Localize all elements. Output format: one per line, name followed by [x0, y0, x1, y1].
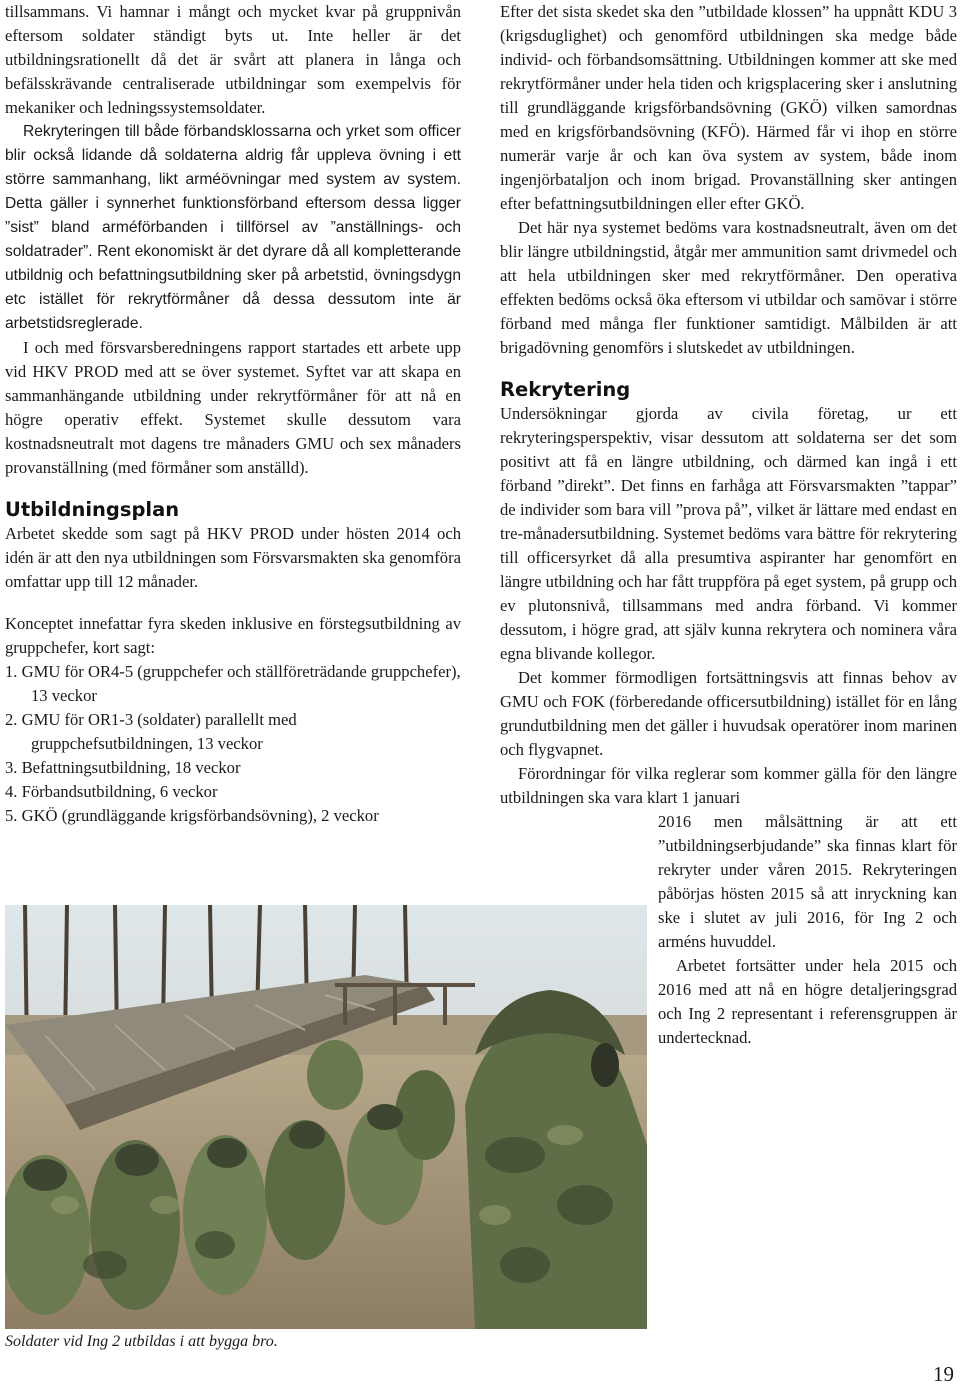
- body-paragraph: 2016 men målsättning är att ett ”utbildningserbjudande” ska finnas klart för rekryter under våren 2015. Rekryteringen påbörjas hösten 2015 så att inryckning kan ske i slutet av juli 2016, för Ing 2 och arméns huvuddel.: [658, 812, 957, 951]
- left-column: [5, 0, 461, 828]
- body-paragraph: Efter det sista skedet ska den ”utbildade klossen” ha uppnått KDU 3 (krigsduglighet) och genomförd utbildningen ska medge både individ- och förbandsomsättning. Utbildningen kommer att ske med rekrytförmåner under hela tiden och krigsplacering sker i anslutning till grundläggande krigsförbandsövning (GKÖ) vilken samordnas med en krigsförbandsövning (KFÖ). Härmed får vi ihop en större numerär varje år och kan öva system av system, både inom ingenjörbataljon och inom brigad. Provanställning sker antingen efter befattningsutbildningen eller efter GKÖ.: [500, 2, 957, 213]
- right-column: [500, 0, 957, 1050]
- photo-caption: Soldater vid Ing 2 utbildas i att bygga bro.: [5, 1333, 278, 1350]
- page-number: 19: [933, 1362, 954, 1386]
- body-paragraph: Det här nya systemet bedöms vara kostnadsneutralt, även om det blir längre utbildningstid, åtgår mer ammunition samt drivmedel och att hela utbildningen sker med rekrytförmåner. Den operativa effekten bedöms också öka eftersom vi utbildar och samövar i större förband med många fler funktioner samtidigt. Målbilden är att brigadövning genomförs i slutskedet av utbildningen.: [500, 218, 957, 357]
- list-item: 1. GMU för OR4-5 (gruppchefer och ställföreträdande gruppchefer), 13 veckor: [5, 662, 461, 705]
- section-heading-utbildningsplan: Utbildningsplan: [5, 498, 180, 521]
- body-paragraph: Undersökningar gjorda av civila företag, ur ett rekryteringsperspektiv, visar dessutom att soldaterna ser det som positivt att få en längre utbildning, och därmed kan ingå i ett förband ”direkt”. Det finns en farhåga att Försvarsmakten ”tappar” de individer som bara vill ”prova på”, vilket är lättare med endast en tre-månadersutbildning. Systemet bedöms vara bättre för rekrytering till officersyrket då alla presumtiva aspiranter har genomfört en längre utbildning och har fått truppföra på eget system, på grupp och ev plutonsnivå, tillsammans med andra förband. Vi kommer dessutom, i högre grad, att själv kunna rekrytera och nominera våra egna blivande kollegor.: [500, 404, 957, 663]
- section-heading-rekrytering: Rekrytering: [500, 378, 631, 401]
- body-paragraph: Konceptet innefattar fyra skeden inklusive en förstegsutbildning av gruppchefer, kort sagt:: [5, 614, 461, 657]
- body-paragraph: Arbetet skedde som sagt på HKV PROD under hösten 2014 och idén är att den nya utbildningen som Försvarsmakten ska genomföra omfattar upp till 12 månader.: [5, 524, 461, 591]
- list-item: 4. Förbandsutbildning, 6 veckor: [5, 782, 218, 801]
- body-paragraph: I och med försvarsberedningens rapport startades ett arbete upp vid HKV PROD med att se över systemet. Syftet var att skapa en sammanhängande utbildning under rekrytförmåner för att nå en högre operativ effekt. Systemet skulle dessutom vara kostnadsneutralt mot dagens tre månaders GMU och sex månaders provanställning (med förmåner som anställd).: [5, 338, 461, 477]
- body-paragraph: Rekryteringen till både förbandsklossarna och yrket som officer blir också lidande då soldaterna aldrig får uppleva övning i ett större sammanhang, likt arméövningar med system av system. Detta gäller i synnerhet funktionsförband eftersom dessa ligger ”sist” bland arméförbanden i tillförsel av ”anställnings- och soldatrader”. Rent ekonomiskt är det dyrare då all kompletterande utbildnig och befattningsutbildning sker på arbetstid, övningsdygn etc istället för rekrytförmåner då dessa dessutom inte är arbetstidsreglerade.: [5, 123, 461, 332]
- list-item: 3. Befattningsutbildning, 18 veckor: [5, 758, 241, 777]
- list-item: 5. GKÖ (grundläggande krigsförbandsövning), 2 veckor: [5, 806, 379, 825]
- body-paragraph: tillsammans. Vi hamnar i mångt och mycket kvar på gruppnivån eftersom soldater ständigt byts ut. Inte heller är det utbildningsrationellt då det är svårt att planera in långa och befälsskrävande centraliserade utbildningar som exempelvis för mekaniker och ledningssystemsoldater.: [5, 2, 461, 117]
- body-paragraph: Det kommer förmodligen fortsättningsvis att finnas behov av GMU och FOK (förberedande officersutbildning) istället för en lång grundutbildning men det gäller i huvudsak operatörer inom marinen och flygvapnet.: [500, 668, 957, 759]
- list-item: 2. GMU för OR1-3 (soldater) parallellt med gruppchefsutbildningen, 13 veckor: [5, 710, 297, 753]
- body-paragraph: Förordningar för vilka reglerar som kommer gälla för den längre utbildningen ska vara klart 1 januari: [500, 764, 957, 807]
- soldiers-bridge-photo: [5, 905, 647, 1329]
- body-paragraph: Arbetet fortsätter under hela 2015 och 2016 med att nå en högre detaljeringsgrad och Ing 2 representant i referensgruppen är undertecknad.: [658, 956, 957, 1047]
- training-phase-list: [5, 660, 461, 828]
